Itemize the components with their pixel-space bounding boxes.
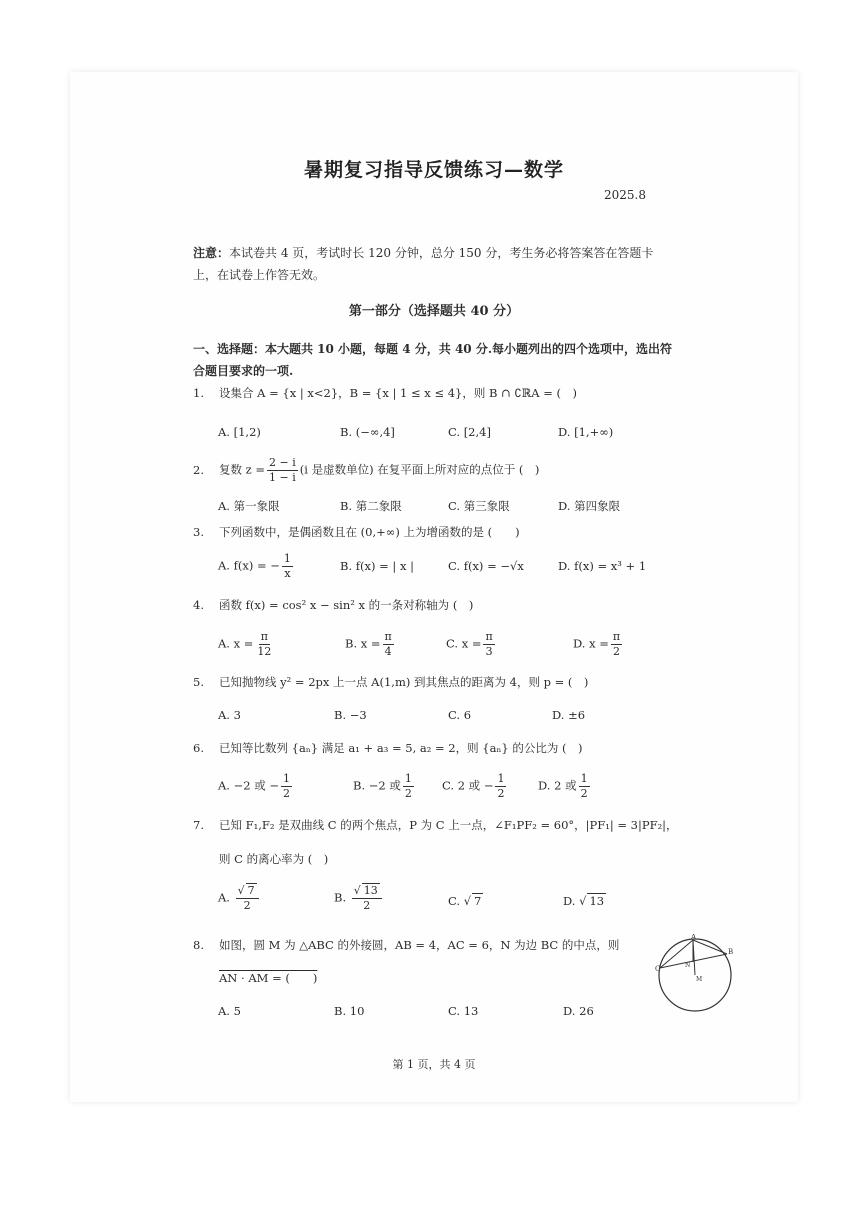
- page-footer: 第 1 页，共 4 页: [392, 1058, 476, 1071]
- section-title: 一、选择题：本大题共 10 小题，每题 4 分，共 40 分.每小题列出的四个选项中，选出符合题目要求的一项.: [193, 342, 672, 378]
- q6-option-d: D. 2 或 $\frac{1}{2}$: [538, 772, 588, 800]
- q2-option-d: D. 第四象限: [558, 499, 621, 513]
- q5-option-d: D. ±6: [552, 708, 586, 722]
- q3-option-c: C. f(x) = −√x: [448, 559, 524, 573]
- q7-option-b: B. $\frac{√ 13}{2}$: [334, 884, 384, 913]
- circumcircle-figure: [655, 934, 735, 1016]
- exam-page: [70, 72, 798, 1102]
- notice-text: 本试卷共 4 页，考试时长 120 分钟，总分 150 分，考生务必将答案答在答题卡上，在试卷上作答无效。: [193, 246, 654, 282]
- label-m: M: [696, 976, 703, 983]
- q3-option-a: A. f(x) = − $\frac{1}{x}$: [218, 552, 291, 580]
- q1-option-d: D. [1,+∞): [558, 425, 614, 439]
- label-b: B: [728, 948, 734, 956]
- question-5: 5. 已知抛物线 y² = 2px 上一点 A(1,m) 到其焦点的距离为 4，则 p = ( ): [193, 675, 589, 689]
- q6-option-b: B. −2 或 $\frac{1}{2}$: [353, 772, 412, 800]
- q2-option-c: C. 第三象限: [448, 499, 510, 513]
- q1-option-c: C. [2,4]: [448, 425, 491, 439]
- q8-option-a: A. 5: [218, 1004, 241, 1018]
- q7-option-a: A. $\frac{√ 7}{2}$: [218, 884, 261, 913]
- notice-label: 注意：: [193, 246, 230, 260]
- question-2: 2. 复数 z = $\frac{2 - i}{1 - i}$ (i 是虚数单位) 在复平面上所对应的点位于 ( ): [193, 456, 540, 484]
- question-6: 6. 已知等比数列 {aₙ} 满足 a₁ + a₃ = 5, a₂ = 2，则 {aₙ} 的公比为 ( ): [193, 741, 583, 755]
- q2-fraction: $\frac{2 - i}{1 - i}$: [269, 456, 296, 484]
- label-a: A: [691, 934, 697, 941]
- q3-option-b: B. f(x) = | x |: [340, 559, 414, 573]
- q8-option-c: C. 13: [448, 1004, 479, 1018]
- q3-option-d: D. f(x) = x³ + 1: [558, 559, 647, 573]
- page-title: 暑期复习指导反馈练习—数学: [303, 159, 564, 181]
- q8-option-b: B. 10: [334, 1004, 365, 1018]
- q7-option-d: D. √ 13: [563, 894, 605, 908]
- q4-option-d: D. x = $\frac{\pi}{2}$: [573, 630, 621, 658]
- question-7-line2: 则 C 的离心率为 ( ): [219, 852, 329, 866]
- question-1: 1. 设集合 A = {x | x<2}，B = {x | 1 ≤ x ≤ 4}，则 B ∩ ∁ℝA = ( ): [193, 386, 578, 400]
- q5-option-a: A. 3: [218, 708, 241, 722]
- q1-option-b: B. (−∞,4]: [340, 425, 395, 439]
- exam-date: 2025.8: [604, 188, 646, 202]
- q4-option-a: A. x = $\frac{\pi}{12}$: [218, 630, 272, 658]
- question-8-line2: AN · AM = ( ): [219, 971, 318, 985]
- question-4: 4. 函数 f(x) = cos² x − sin² x 的一条对称轴为 ( ): [193, 598, 474, 612]
- notice: [193, 242, 675, 286]
- q6-option-a: A. −2 或 − $\frac{1}{2}$: [218, 772, 291, 800]
- q2-option-b: B. 第二象限: [340, 499, 402, 513]
- q1-option-a: A. [1,2): [218, 425, 261, 439]
- q8-option-d: D. 26: [563, 1004, 594, 1018]
- part-title: 第一部分（选择题共 40 分）: [348, 304, 520, 319]
- q4-option-b: B. x = $\frac{\pi}{4}$: [345, 630, 392, 658]
- q7-option-c: C. √ 7: [448, 894, 482, 908]
- q4-option-c: C. x = $\frac{\pi}{3}$: [446, 630, 493, 658]
- question-3: 3. 下列函数中，是偶函数且在 (0,+∞) 上为增函数的是 ( ): [193, 525, 520, 539]
- q6-option-c: C. 2 或 − $\frac{1}{2}$: [442, 772, 505, 800]
- question-8: 8. 如图，圆 M 为 △ABC 的外接圆，AB = 4，AC = 6，N 为边 BC 的中点，则: [193, 938, 620, 952]
- q5-option-b: B. −3: [334, 708, 367, 722]
- question-7: 7. 已知 F₁,F₂ 是双曲线 C 的两个焦点，P 为 C 上一点，∠F₁PF₂ = 60°，|PF₁| = 3|PF₂|，: [193, 818, 678, 832]
- q2-option-a: A. 第一象限: [218, 499, 280, 513]
- label-n: N: [685, 962, 691, 969]
- label-c: C: [655, 965, 661, 973]
- q5-option-c: C. 6: [448, 708, 472, 722]
